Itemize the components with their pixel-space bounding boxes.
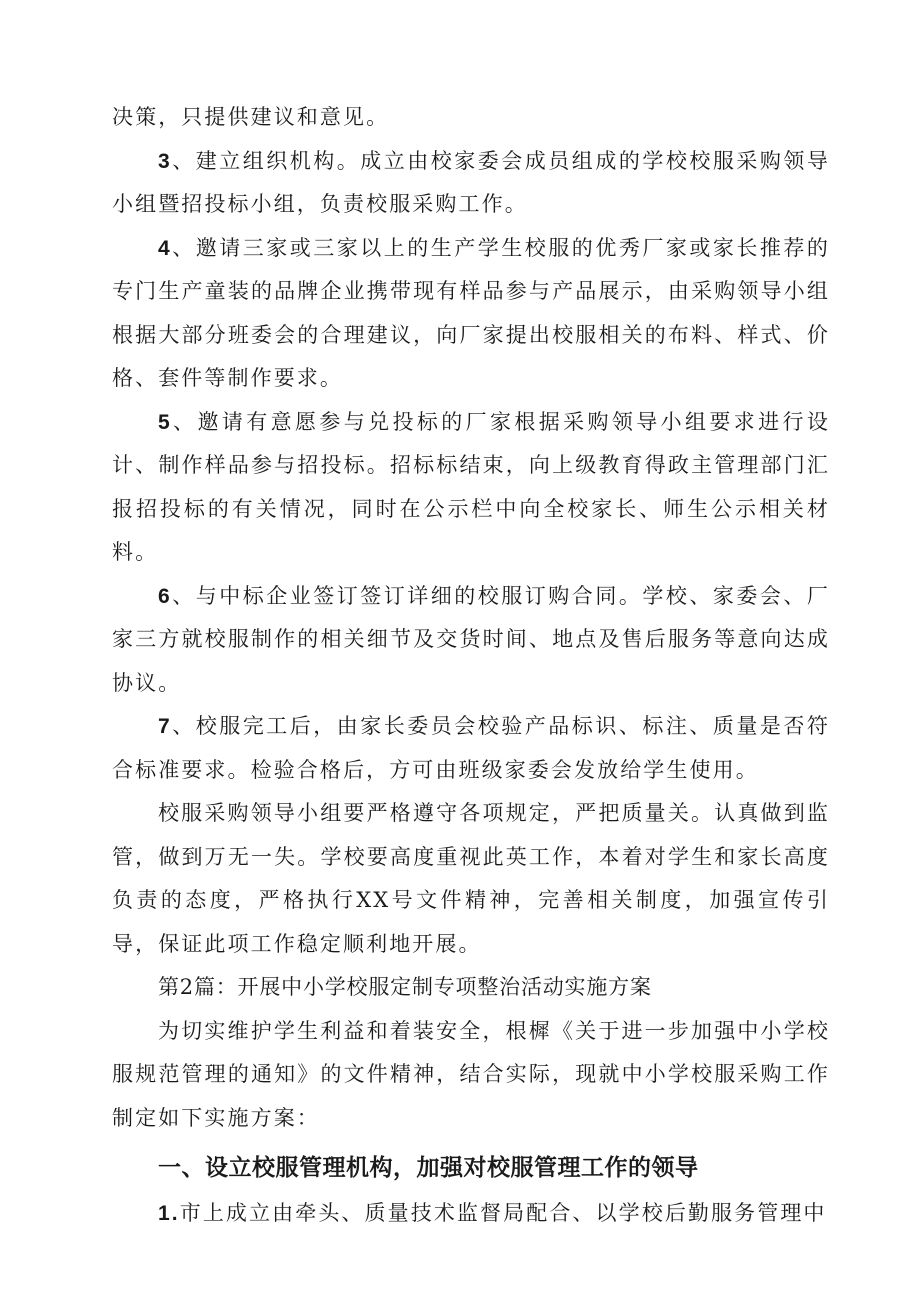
article-heading xyxy=(112,966,830,1010)
paragraph-item-6 xyxy=(112,575,830,706)
paragraph-intro xyxy=(112,1010,830,1141)
item-number: 6 xyxy=(158,584,172,608)
paragraph-text: 为切实维护学生利益和着装安全，根樨《关于进一步加强中小学校服规范管理的通知》的文件精神，结合实际，现就中小学校服采购工作制定如下实施方案： xyxy=(112,1018,830,1130)
paragraph-text: 、与中标企业签订签订详细的校服订购合同。学校、家委会、厂家三方就校服制作的相关细节及交货时间、地点及售后服务等意向达成协议。 xyxy=(112,583,830,695)
item-number: 7 xyxy=(158,715,172,738)
item-number: 3 xyxy=(158,149,172,173)
paragraph-item-1 xyxy=(112,1192,830,1236)
paragraph-item-4 xyxy=(112,227,830,401)
section-title-text: 一、设立校服管理机构，加强对校服管理工作的领导 xyxy=(158,1154,699,1180)
item-number: 1. xyxy=(158,1201,180,1225)
paragraph-item-3 xyxy=(112,140,830,227)
document-body xyxy=(112,96,830,1235)
paragraph-text: 校服采购领导小组要严格遵守各项规定，严把质量关。认真做到监管，做到万无一失。学校要高度重视此英工作，本着对学生和家长高度负责的态度，严格执行XX号文件精神，完善相关制度，加强宣传引导，保证此项工作稳定顺利地开展。 xyxy=(112,801,830,956)
paragraph-summary xyxy=(112,792,830,966)
paragraph-text: 、邀请有意愿参与兑投标的厂家根据采购领导小组要求进行设计、制作样品参与招投标。招标标结束，向上级教育得政主管理部门汇报招投标的有关情况，同时在公示栏中向全校家长、师生公示相关材料。 xyxy=(112,409,830,564)
paragraph-item-7 xyxy=(112,705,830,792)
item-number: 5 xyxy=(158,410,172,434)
paragraph-text: 、校服完工后，由家长委员会校验产品标识、标注、质量是否符合标准要求。检验合格后，方可由班级家委会发放给学生使用。 xyxy=(112,714,830,782)
paragraph-text: 、建立组织机构。成立由校家委会成员组成的学校校服采购领导小组暨招投标小组，负责校服采购工作。 xyxy=(112,148,830,216)
heading-text: 第2篇：开展中小学校服定制专项整治活动实施方案 xyxy=(158,975,652,999)
paragraph-continuation xyxy=(112,96,830,140)
paragraph-text: 市上成立由牵头、质量技术监督局配合、以学校后勤服务管理中 xyxy=(179,1200,827,1225)
section-title xyxy=(112,1146,830,1190)
paragraph-item-5 xyxy=(112,401,830,575)
item-number: 4 xyxy=(158,236,172,260)
paragraph-text: 决策，只提供建议和意见。 xyxy=(112,105,390,129)
paragraph-text: 、邀请三家或三家以上的生产学生校服的优秀厂家或家长推荐的专门生产童装的品牌企业携带现有样品参与产品展示，由采购领导小组根据大部分班委会的合理建议，向厂家提出校服相关的布料、样式、价格、套件等制作要求。 xyxy=(112,235,830,390)
